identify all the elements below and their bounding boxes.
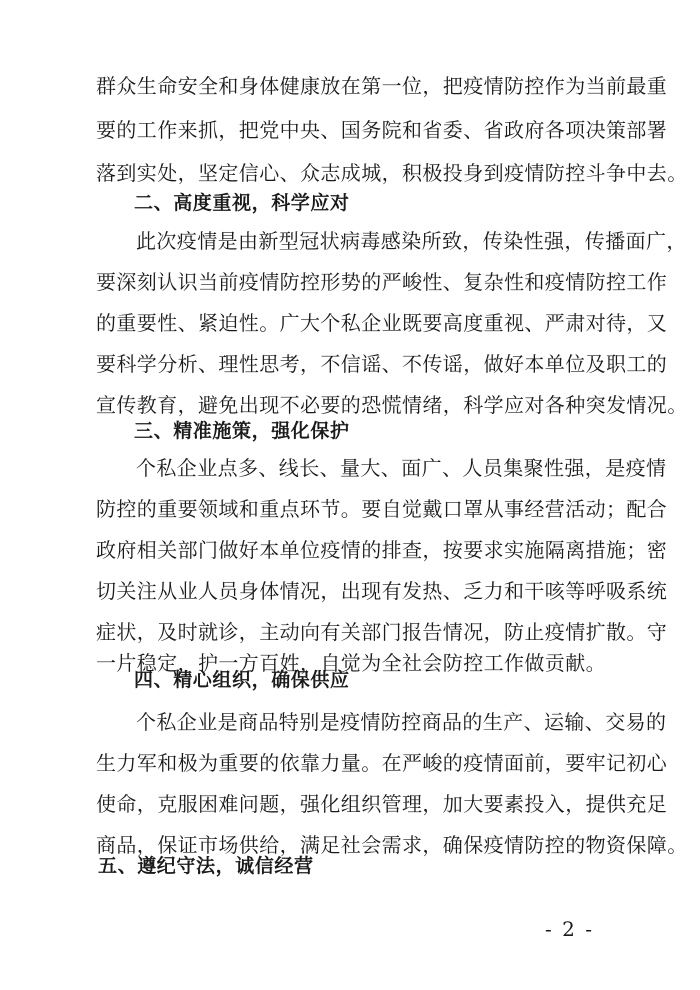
body-line xyxy=(96,538,668,562)
body-text: 落到实处，坚定信心、众志成城，积极投身到疫情防控斗争中去。 xyxy=(96,161,688,185)
body-text: 要科学分析、理性思考，不信谣、不传谣，做好本单位及职工的 xyxy=(96,352,668,376)
body-text: 要深刻认识当前疫情防控形势的严峻性、复杂性和疫情防控工作 xyxy=(96,270,668,294)
body-text: 要的工作来抓，把党中央、国务院和省委、省政府各项决策部署 xyxy=(96,118,668,142)
section-heading: 二、高度重视，科学应对 xyxy=(134,192,350,214)
section-heading: 三、精准施策，强化保护 xyxy=(134,420,350,442)
body-text: 群众生命安全和身体健康放在第一位，把疫情防控作为当前最重 xyxy=(96,74,668,98)
body-line xyxy=(96,270,668,294)
body-text: 的重要性、紧迫性。广大个私企业既要高度重视、严肃对待，又 xyxy=(96,311,668,335)
body-text: 症状，及时就诊，主动向有关部门报告情况，防止疫情扩散。守 xyxy=(96,620,668,644)
section-heading: 四、精心组织，确保供应 xyxy=(134,669,350,691)
body-text: 个私企业点多、线长、量大、面广、人员集聚性强，是疫情 xyxy=(136,456,667,480)
body-text: 防控的重要领域和重点环节。要自觉戴口罩从事经营活动；配合 xyxy=(96,497,668,521)
body-line xyxy=(96,311,668,335)
body-line xyxy=(96,497,668,521)
body-line xyxy=(96,579,668,603)
body-text: 宣传教育，避免出现不必要的恐慌情绪，科学应对各种突发情况。 xyxy=(96,393,688,417)
body-line xyxy=(96,393,688,417)
body-text: 政府相关部门做好本单位疫情的排查，按要求实施隔离措施；密 xyxy=(96,538,668,562)
body-line xyxy=(136,456,667,480)
body-line xyxy=(96,352,668,376)
body-text: 此次疫情是由新型冠状病毒感染所致，传染性强，传播面广， xyxy=(136,229,687,253)
body-text: 一片稳定，护一方百姓，自觉为全社会防控工作做贡献。 xyxy=(96,651,606,675)
section-heading: 五、遵纪守法，诚信经营 xyxy=(98,855,314,877)
body-line xyxy=(136,710,667,734)
page-number: - 2 - xyxy=(545,917,594,941)
body-line xyxy=(136,229,687,253)
body-line xyxy=(96,74,668,98)
body-line xyxy=(96,751,668,775)
body-text: 商品，保证市场供给，满足社会需求，确保疫情防控的物资保障。 xyxy=(96,833,688,857)
body-line xyxy=(96,161,688,185)
body-line xyxy=(96,620,668,644)
body-line xyxy=(96,118,668,142)
body-text: 个私企业是商品特别是疫情防控商品的生产、运输、交易的 xyxy=(136,710,667,734)
body-text: 使命，克服困难问题，强化组织管理，加大要素投入，提供充足 xyxy=(96,792,668,816)
body-line xyxy=(96,792,668,816)
body-text: 生力军和极为重要的依靠力量。在严峻的疫情面前，要牢记初心 xyxy=(96,751,668,775)
body-text: 切关注从业人员身体情况，出现有发热、乏力和干咳等呼吸系统 xyxy=(96,579,668,603)
